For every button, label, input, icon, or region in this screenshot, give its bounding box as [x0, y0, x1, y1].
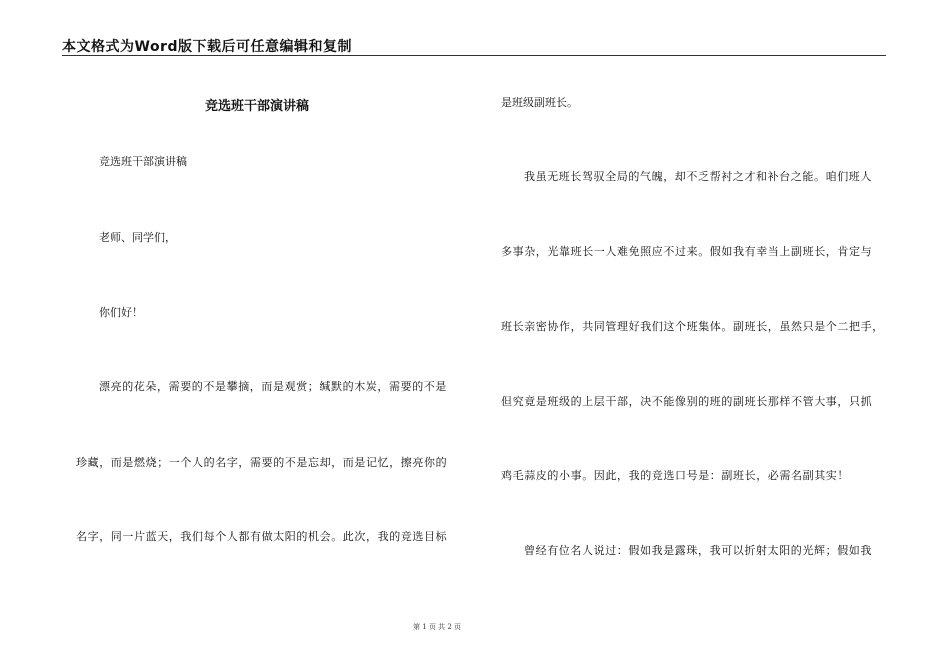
paragraph-line: 我虽无班长驾驭全局的气魄，却不乏帮衬之才和补台之能。咱们班人: [524, 170, 872, 183]
paragraph-line: 是班级副班长。: [501, 96, 578, 109]
download-banner: 本文格式为Word版下载后可任意编辑和复制: [62, 39, 352, 55]
paragraph-line: 班长亲密协作，共同管理好我们这个班集体。副班长，虽然只是个二把手，: [501, 320, 884, 333]
paragraph-line: 曾经有位名人说过：假如我是露珠，我可以折射太阳的光辉；假如我: [524, 544, 872, 557]
paragraph-line: 老师、同学们，: [99, 231, 176, 244]
paragraph-line: 竞选班干部演讲稿: [99, 155, 187, 168]
document-title: 竞选班干部演讲稿: [205, 99, 310, 114]
header-rule: [62, 55, 886, 56]
paragraph-line: 你们好！: [99, 306, 143, 319]
paragraph-line: 名字，同一片蓝天，我们每个人都有做太阳的机会。此次，我的竞选目标: [76, 530, 448, 543]
paragraph-line: 鸡毛蒜皮的小事。因此，我的竞选口号是：副班长，必需名副其实！: [501, 469, 849, 482]
page-indicator: 第 1 页 共 2 页: [413, 623, 462, 631]
paragraph-line: 漂亮的花朵，需要的不是攀摘，而是观赏；缄默的木炭，需要的不是: [99, 380, 447, 393]
paragraph-line: 但究竟是班级的上层干部，决不能像别的班的副班长那样不管大事，只抓: [501, 395, 873, 408]
paragraph-line: 珍藏，而是燃烧；一个人的名字，需要的不是忘却，而是记忆，擦亮你的: [76, 456, 448, 469]
paragraph-line: 多事杂，光靠班长一人难免照应不过来。假如我有幸当上副班长，肯定与: [501, 245, 873, 258]
